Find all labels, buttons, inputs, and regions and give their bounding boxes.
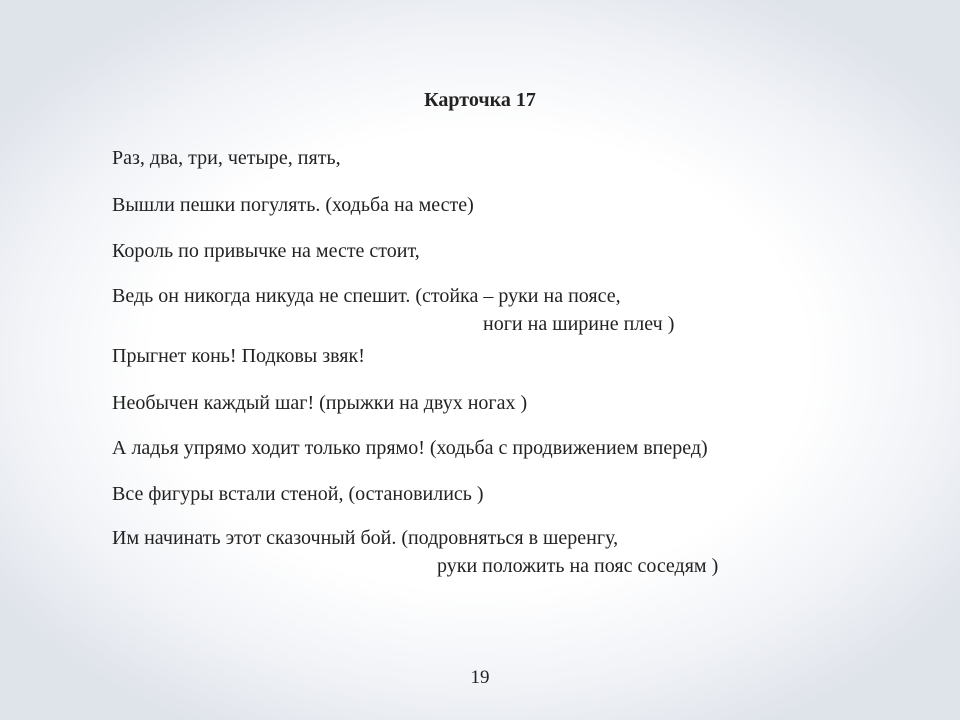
text-line-3: Король по привычке на месте стоит, xyxy=(112,240,420,262)
text-line-5: Прыгнет конь! Подковы звяк! xyxy=(112,345,365,367)
text-line-4: Ведь он никогда никуда не спешит. (стойка – руки на поясе, xyxy=(112,285,621,307)
card-title: Карточка 17 xyxy=(424,89,536,111)
text-line-9-continuation: руки положить на пояс соседям ) xyxy=(437,555,719,577)
page-number: 19 xyxy=(470,667,490,688)
text-line-4-continuation: ноги на ширине плеч ) xyxy=(483,313,675,335)
text-line-8: Все фигуры встали стеной, (остановились ) xyxy=(112,483,484,505)
text-line-7: А ладья упрямо ходит только прямо! (ходьба с продвижением вперед) xyxy=(112,437,708,459)
text-line-1: Раз, два, три, четыре, пять, xyxy=(112,147,341,169)
text-line-2: Вышли пешки погулять. (ходьба на месте) xyxy=(112,194,474,216)
text-line-6: Необычен каждый шаг! (прыжки на двух ногах ) xyxy=(112,392,528,414)
text-line-9: Им начинать этот сказочный бой. (подровняться в шеренгу, xyxy=(112,527,619,549)
